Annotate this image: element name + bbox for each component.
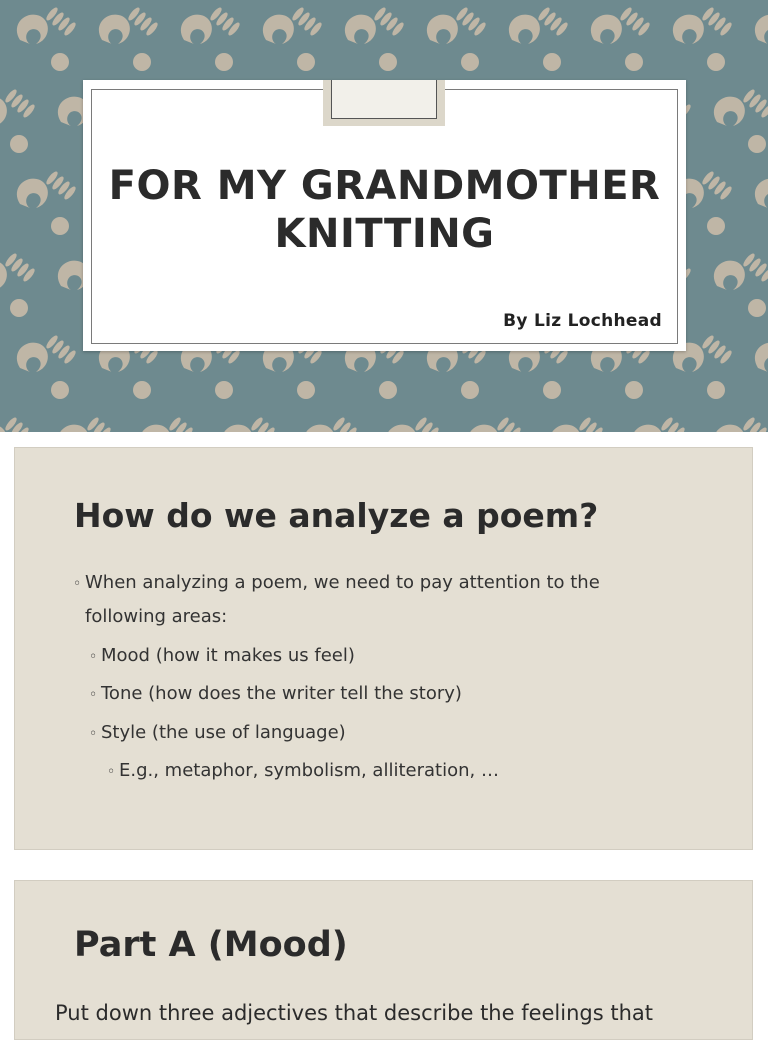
leaf-sprig — [209, 6, 242, 37]
slide-title-line-1: FOR MY GRANDMOTHER — [108, 163, 661, 209]
bullet-icon: ◦ — [89, 649, 98, 665]
pattern-dot — [748, 299, 766, 317]
pattern-dot — [10, 299, 28, 317]
paisley-shape — [17, 179, 48, 208]
paisley-shape — [58, 425, 89, 432]
paisley-shape — [140, 425, 171, 432]
leaf-sprig — [414, 416, 447, 432]
paisley-shape — [755, 343, 768, 372]
part-a-mood-slide — [14, 880, 753, 1040]
paisley-shape — [386, 425, 417, 432]
pattern-dot — [543, 381, 561, 399]
bullet-item — [89, 683, 462, 704]
leaf-sprig — [86, 416, 119, 432]
paisley-shape — [714, 425, 745, 432]
leaf-sprig — [45, 170, 78, 201]
pattern-dot — [707, 53, 725, 71]
pattern-dot — [748, 135, 766, 153]
leaf-sprig — [742, 416, 768, 432]
leaf-sprig — [4, 88, 37, 119]
leaf-sprig — [455, 6, 488, 37]
paisley-shape — [304, 425, 335, 432]
paisley-shape — [755, 179, 768, 208]
analyze-poem-slide — [14, 447, 753, 850]
pattern-dot — [379, 53, 397, 71]
pattern-dot — [51, 53, 69, 71]
paisley-shape — [181, 15, 212, 44]
bullet-item — [89, 645, 355, 666]
leaf-sprig — [701, 170, 734, 201]
bullet-icon: ◦ — [107, 764, 116, 780]
leaf-sprig — [127, 6, 160, 37]
leaf-sprig — [701, 6, 734, 37]
paisley-shape — [714, 261, 745, 290]
pattern-dot — [51, 217, 69, 235]
pattern-dot — [215, 381, 233, 399]
paisley-shape — [468, 425, 499, 432]
leaf-sprig — [496, 416, 529, 432]
bullet-text: E.g., metaphor, symbolism, alliteration, … — [119, 760, 499, 781]
pattern-dot — [133, 381, 151, 399]
leaf-sprig — [45, 334, 78, 365]
paisley-shape — [550, 425, 581, 432]
leaf-sprig — [373, 6, 406, 37]
pattern-dot — [297, 381, 315, 399]
bullet-text: following areas: — [85, 606, 228, 627]
paisley-shape — [591, 15, 622, 44]
pattern-dot — [461, 53, 479, 71]
bullet-item — [107, 760, 499, 781]
bullet-text: Style (the use of language) — [101, 722, 346, 743]
leaf-sprig — [742, 252, 768, 283]
bullet-text: Mood (how it makes us feel) — [101, 645, 355, 666]
bullet-item — [89, 722, 346, 743]
paisley-shape — [755, 15, 768, 44]
paisley-shape — [345, 15, 376, 44]
pattern-dot — [707, 217, 725, 235]
leaf-sprig — [660, 416, 693, 432]
paisley-shape — [714, 97, 745, 126]
leaf-sprig — [701, 334, 734, 365]
paisley-shape — [17, 343, 48, 372]
paisley-shape — [222, 425, 253, 432]
pattern-dot — [133, 53, 151, 71]
pattern-dot — [707, 381, 725, 399]
title-slide — [0, 0, 768, 432]
leaf-sprig — [4, 252, 37, 283]
pattern-dot — [297, 53, 315, 71]
pattern-dot — [625, 381, 643, 399]
pattern-dot — [51, 381, 69, 399]
leaf-sprig — [332, 416, 365, 432]
pattern-dot — [461, 381, 479, 399]
title-tab-inner — [331, 80, 437, 119]
pattern-dot — [10, 135, 28, 153]
bullet-item — [73, 572, 600, 593]
leaf-sprig — [742, 88, 768, 119]
paisley-shape — [632, 425, 663, 432]
bullet-icon: ◦ — [73, 576, 82, 592]
author-byline: By Liz Lochhead — [503, 311, 662, 331]
leaf-sprig — [250, 416, 283, 432]
paisley-shape — [263, 15, 294, 44]
bullet-icon: ◦ — [89, 687, 98, 703]
leaf-sprig — [4, 416, 37, 432]
bullet-text: When analyzing a poem, we need to pay attention to the — [85, 572, 600, 593]
leaf-sprig — [291, 6, 324, 37]
pattern-dot — [543, 53, 561, 71]
slide-title-line-2: KNITTING — [274, 211, 495, 257]
slide-paragraph: Put down three adjectives that describe the feelings that — [55, 1001, 654, 1025]
paisley-shape — [99, 15, 130, 44]
leaf-sprig — [619, 6, 652, 37]
paisley-shape — [427, 15, 458, 44]
leaf-sprig — [537, 6, 570, 37]
slide-title — [83, 162, 686, 258]
bullet-text: Tone (how does the writer tell the story) — [101, 683, 462, 704]
bullet-icon: ◦ — [89, 726, 98, 742]
slide-heading: Part A (Mood) — [74, 925, 348, 965]
paisley-shape — [17, 15, 48, 44]
leaf-sprig — [45, 6, 78, 37]
pattern-dot — [215, 53, 233, 71]
slide-heading: How do we analyze a poem? — [74, 496, 599, 535]
paisley-shape — [673, 15, 704, 44]
leaf-sprig — [578, 416, 611, 432]
pattern-dot — [379, 381, 397, 399]
pattern-dot — [625, 53, 643, 71]
leaf-sprig — [168, 416, 201, 432]
paisley-shape — [509, 15, 540, 44]
bullet-item-continuation — [85, 606, 227, 627]
